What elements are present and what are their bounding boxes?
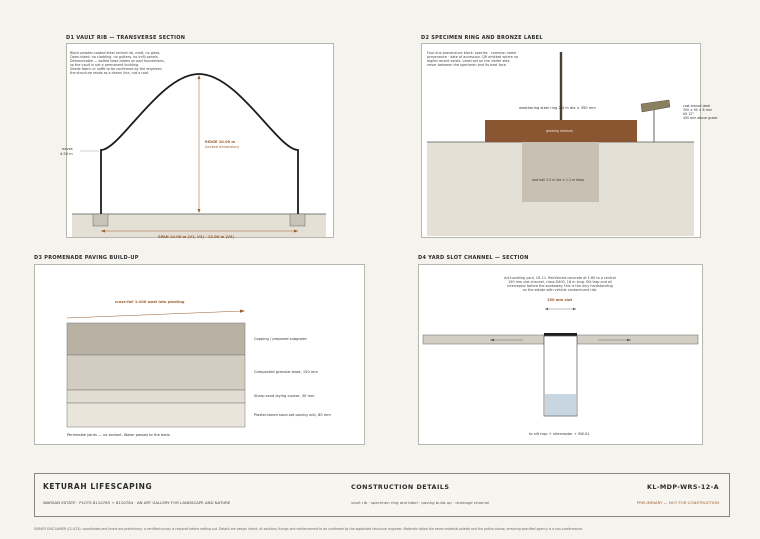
d2-note-line: digital record exists. Label set on the visitor side, <box>427 59 511 64</box>
d1-note-line: so the vault is not a permanent building. <box>70 63 140 68</box>
d2-bronze-line: tilt 12° <box>683 111 694 116</box>
d1-eaves-value: 4.50 m <box>60 151 73 156</box>
drawing-code: KL-MDP-WRS-12-A <box>647 483 719 491</box>
d2-stem-label: weathering steel ring 2.4 m dia × 350 mm <box>519 106 596 110</box>
d2-bronze-line: cast bronze label <box>683 104 711 108</box>
sheet-title: CONSTRUCTION DETAILS <box>351 483 450 491</box>
d1-note-line: Open-sided: no cladding, no gutters, no infill panels. <box>70 55 159 60</box>
d3-layer-label: Plaster-toned sand-set paving unit, 80 mm <box>254 413 331 417</box>
d2-note-line: provenance · date of accession. QR omitted where no <box>427 55 519 60</box>
d1-note-line: the structure reads as a drawn line, not a roof. <box>70 71 149 76</box>
d2-plinth-label: growing medium <box>546 129 573 133</box>
d3-layer-label: Compacted granular base, 150 mm <box>254 370 318 374</box>
firm-name: KETURAH LIFESCAPING <box>43 482 153 491</box>
d3-title: D3 PROMENADE PAVING BUILD-UP <box>34 255 139 261</box>
d4-title: D4 YARD SLOT CHANNEL — SECTION <box>418 255 529 261</box>
d4-slab-left <box>423 335 544 344</box>
d1-span-label: SPAN 14.00 m (V1, V2) · 12.00 m (V3) <box>158 235 235 239</box>
d2-bronze-line: 450 mm above grade <box>683 115 718 120</box>
d1-note-line: Demountable — bolted base plates on pad foundations, <box>70 59 165 64</box>
d2-bronze-line: 300 × 90 × 8 mm <box>683 107 712 112</box>
d3-layer-label: Sharp sand laying course, 30 mm <box>254 394 315 398</box>
d1-note-line: Shade fabric or soffit to be confirmed by the engineer; <box>70 67 163 72</box>
d4-slab-right <box>577 335 698 344</box>
d4-channel-water <box>545 394 576 416</box>
d2-note-line: Four-line provenance block: species · common name · <box>427 51 519 55</box>
d4-slot-arrow-right <box>573 308 576 310</box>
d1-title: D1 VAULT RIB — TRANSVERSE SECTION <box>66 35 186 41</box>
d2-pit-label: root ball 2.5 m dia × 1.1 m deep <box>532 178 585 182</box>
d4-trap-label: to silt trap + interceptor + SW-01 <box>529 432 590 436</box>
title-block <box>34 473 730 517</box>
d2-note-line: never between the specimen and its best face. <box>427 63 507 68</box>
d1-ridge-text: RIDGE 10.00 m <box>205 140 236 144</box>
d4-note-line: Art-handling yard, C6-11. Reinforced concrete at 1:80 to a central <box>504 276 616 280</box>
d4-note-line: 150 mm slot channel, class D400, 18 m long. Silt trap and oil <box>508 280 612 285</box>
d3-crossfall-label: cross-fall 1:100 west into planting <box>115 300 185 304</box>
d4-slot-label: 150 mm slot <box>547 298 573 302</box>
d4-note-line: interceptor before the soakaway: this is the only hardstanding <box>507 284 613 289</box>
status-label: PRELIMINARY — NOT FOR CONSTRUCTION <box>636 500 719 505</box>
project-line: WARSAN ESTATE · PLOTS 8110785 + 8110784 · AN ART GALLERY FOR LANDSCAPE AND NATURE <box>43 500 231 505</box>
d4-slot-arrow-left <box>545 308 548 310</box>
d2-title: D2 SPECIMEN RING AND BRONZE LABEL <box>421 35 543 41</box>
d3-footer: Permeable joints — no sealant. Water passes to the beds. <box>67 433 171 437</box>
sheet-description: vault rib · specimen ring and label · paving build-up · drainage channel <box>351 500 490 505</box>
d1-note-line: Black powder-coated steel arched rib, matt, no gloss. <box>70 51 161 55</box>
survey-disclaimer: SURVEY DISCLAIMER (CL-023): coordinates and levels are preliminary; a certified survey is required before setting out. Details are design intent; all sections, fixings and reinforcement to be confirmed by the appointed structural engineer. Materials follow the seven-material palette and the patina clause; armoring specified agency is a non-conformance. <box>34 527 584 531</box>
d1-eaves-text: eaves <box>62 147 73 151</box>
d3-layer-label: Capping / prepared subgrade <box>254 337 307 341</box>
d4-channel-grate <box>544 333 577 336</box>
d4-note-line: on the estate with vehicle contaminant risk. <box>522 288 598 293</box>
d1-ridge-sub: (locked dimension) <box>205 144 240 149</box>
